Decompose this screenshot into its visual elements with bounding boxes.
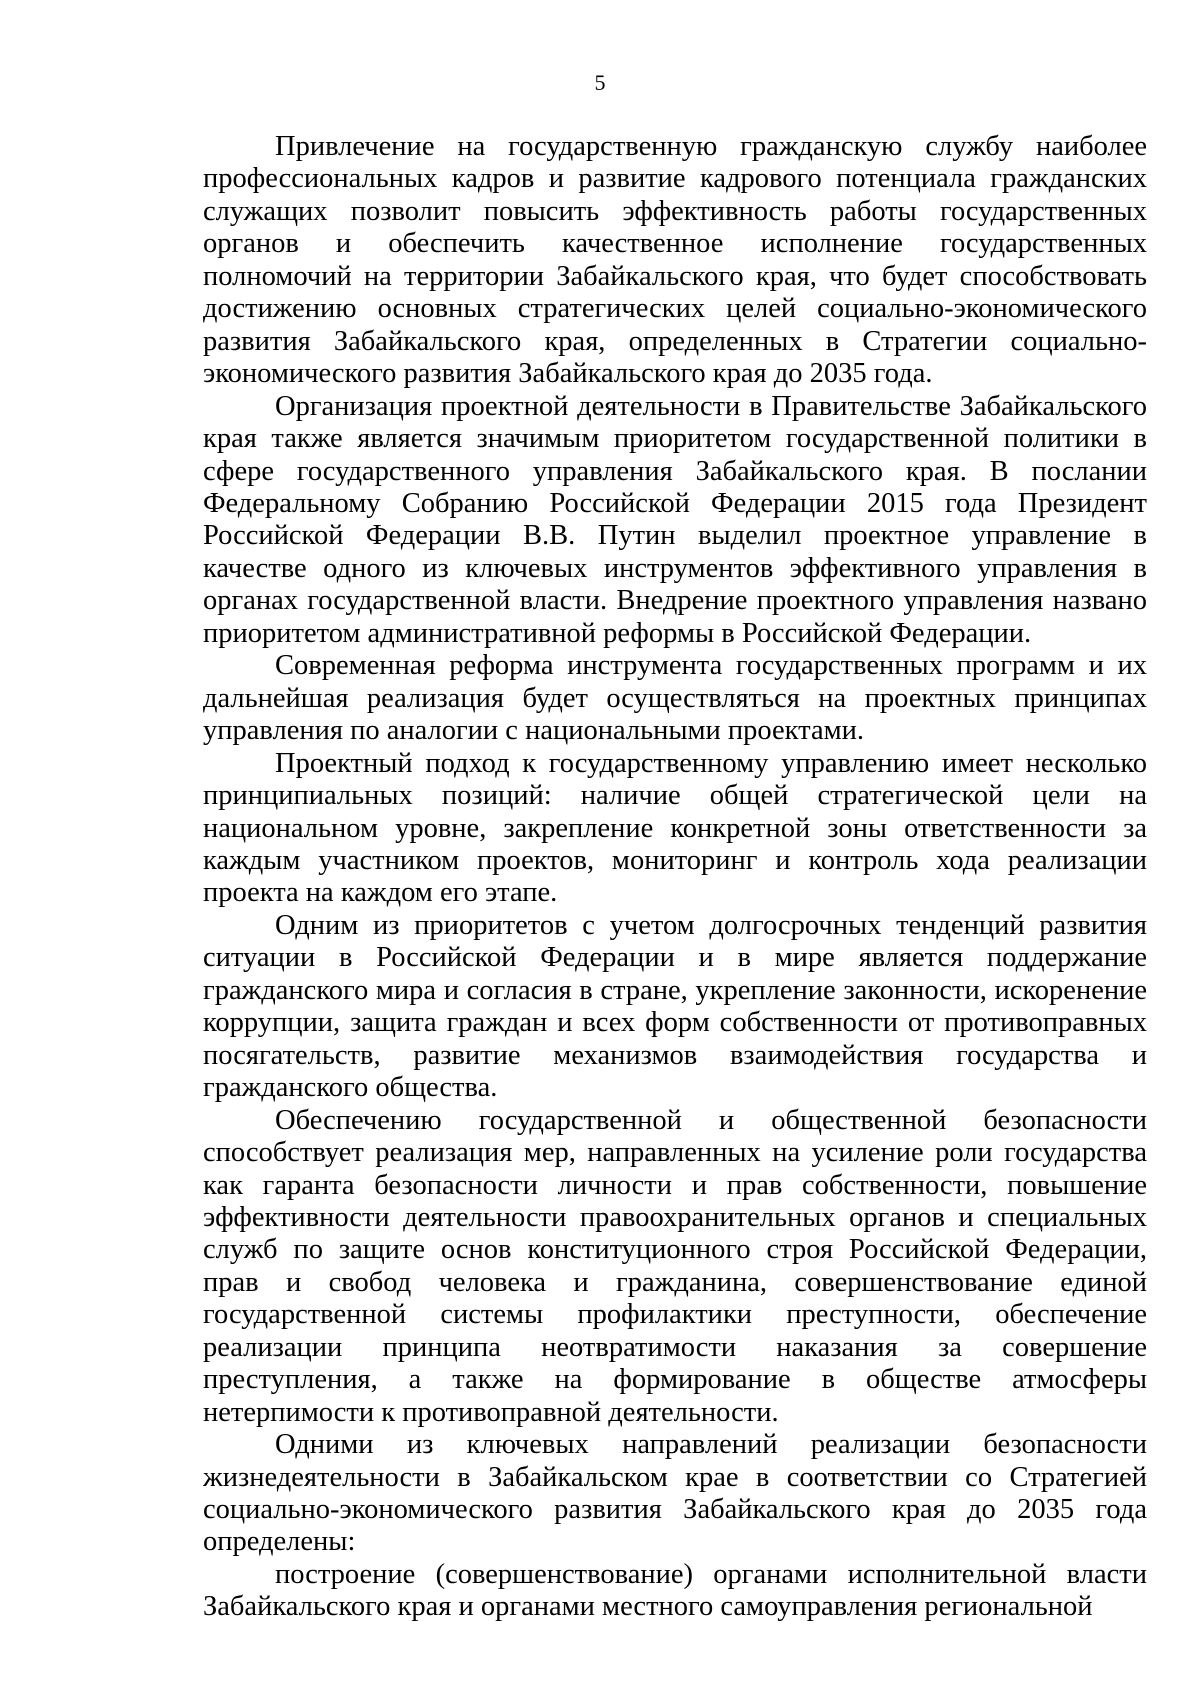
document-body — [203, 131, 1147, 1624]
paragraph: Обеспечению государственной и общественной безопасности способствует реализация мер, направленных на усиление роли государства как гаранта безопасности личности и прав собственности, повышение эффективности деятельности правоохранительных органов и специальных служб по защите основ конституционного строя Российской Федерации, прав и свобод человека и гражданина, совершенствование единой государственной системы профилактики преступности, обеспечение реализации принципа неотвратимости наказания за совершение преступления, а также на формирование в обществе атмосферы нетерпимости к противоправной деятельности. — [203, 1104, 1147, 1428]
page-number: 5 — [594, 70, 606, 95]
paragraph: Современная реформа инструмента государственных программ и их дальнейшая реализация будет осуществляться на проектных принципах управления по аналогии с национальными проектами. — [203, 650, 1147, 747]
paragraph: Проектный подход к государственному управлению имеет несколько принципиальных позиций: наличие общей стратегической цели на национальном уровне, закрепление конкретной зоны ответственности за каждым участником проектов, мониторинг и контроль хода реализации проекта на каждом его этапе. — [203, 747, 1147, 909]
paragraph: Одним из приоритетов с учетом долгосрочных тенденций развития ситуации в Российской Федерации и в мире является поддержание гражданского мира и согласия в стране, укрепление законности, искоренение коррупции, защита граждан и всех форм собственности от противоправных посягательств, развитие механизмов взаимодействия государства и гражданского общества. — [203, 909, 1147, 1104]
paragraph: Одними из ключевых направлений реализации безопасности жизнедеятельности в Забайкальском крае в соответствии со Стратегией социально-экономического развития Забайкальского края до 2035 года определены: — [203, 1429, 1147, 1558]
paragraph: Привлечение на государственную гражданскую службу наиболее профессиональных кадров и развитие кадрового потенциала гражданских служащих позволит повысить эффективность работы государственных органов и обеспечить качественное исполнение государственных полномочий на территории Забайкальского края, что будет способствовать достижению основных стратегических целей социально-экономического развития Забайкальского края, определенных в Стратегии социально-экономического развития Забайкальского края до 2035 года. — [203, 131, 1147, 390]
paragraph: построение (совершенствование) органами исполнительной власти Забайкальского края и органами местного самоуправления региональной — [203, 1558, 1147, 1623]
paragraph: Организация проектной деятельности в Правительстве Забайкальского края также является значимым приоритетом государственной политики в сфере государственного управления Забайкальского края. В послании Федеральному Собранию Российской Федерации 2015 года Президент Российской Федерации В.В. Путин выделил проектное управление в качестве одного из ключевых инструментов эффективного управления в органах государственной власти. Внедрение проектного управления названо приоритетом административной реформы в Российской Федерации. — [203, 390, 1147, 649]
